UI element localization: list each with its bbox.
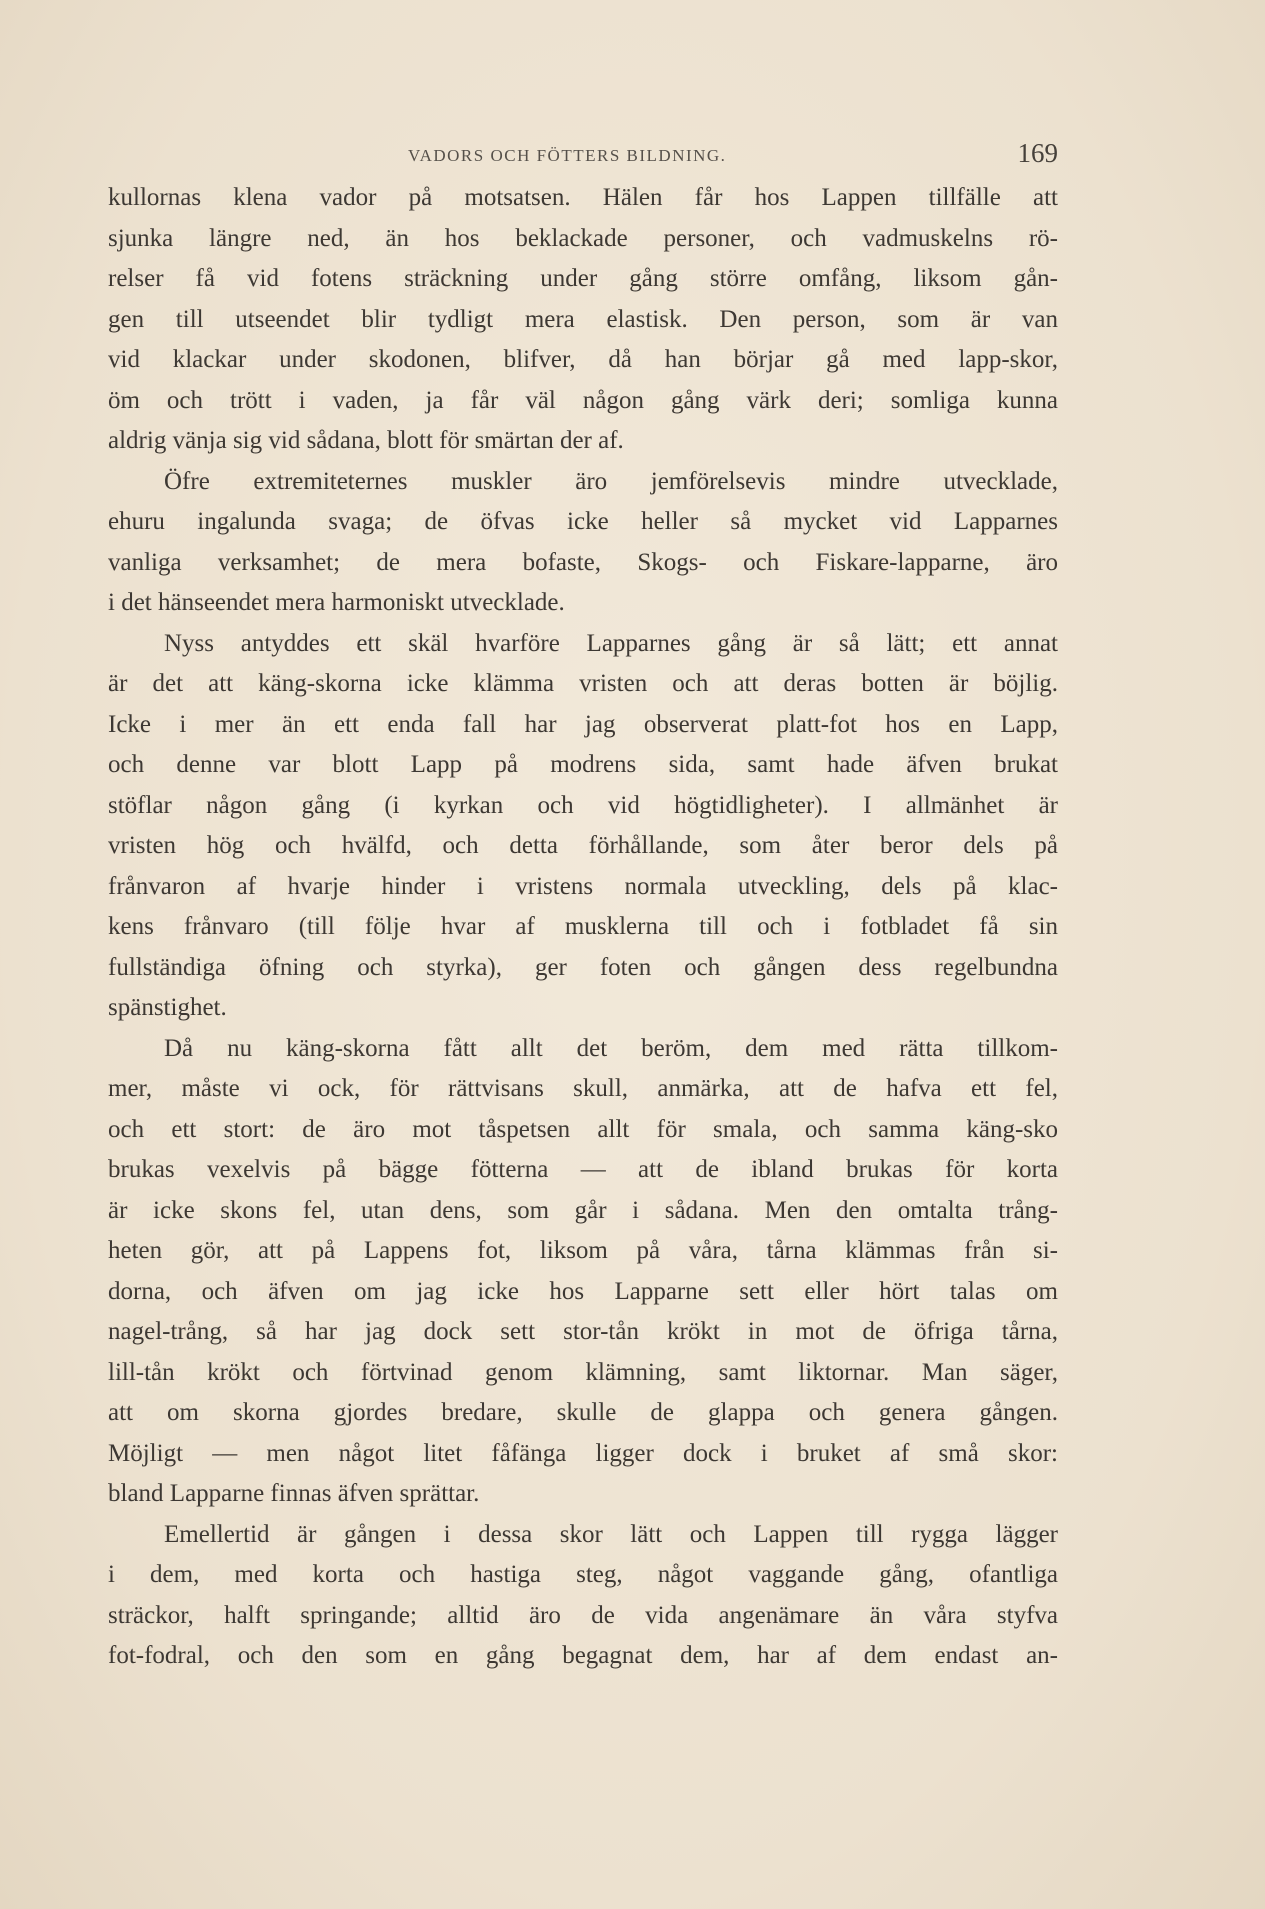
- text-line: är icke skons fel, utan dens, som går i sådana. Men den omtalta trång-: [108, 1196, 1058, 1224]
- text-line: vristen hög och hvälfd, och detta förhållande, som åter beror dels på: [108, 832, 1058, 859]
- text-line: spänstighet.: [108, 994, 227, 1021]
- text-line: ehuru ingalunda svaga; de öfvas icke heller så mycket vid Lapparnes: [108, 508, 1058, 535]
- text-line: stöflar någon gång (i kyrkan och vid högtidligheter). I allmänhet är: [108, 791, 1058, 819]
- text-line: Möjligt — men något litet fåfänga ligger dock i bruket af små skor:: [108, 1439, 1058, 1467]
- page-header: [108, 138, 1058, 178]
- text-line: frånvaron af hvarje hinder i vristens normala utveckling, dels på klac-: [108, 872, 1058, 900]
- text-line: Öfre extremiteternes muskler äro jemförelsevis mindre utvecklade,: [164, 467, 1058, 495]
- page-number: 169: [1017, 138, 1058, 168]
- text-line: och ett stort: de äro mot tåspetsen allt för smala, och samma käng-sko: [108, 1115, 1058, 1143]
- text-line: bland Lapparne finnas äfven sprättar.: [108, 1480, 480, 1507]
- text-line: är det att käng-skorna icke klämma vristen och att deras botten är böjlig.: [108, 670, 1058, 697]
- body-text: [108, 178, 1058, 1677]
- running-head: VADORS OCH FÖTTERS BILDNING.: [408, 146, 727, 165]
- text-line: relser få vid fotens sträckning under gång större omfång, liksom gån-: [108, 265, 1058, 292]
- text-line: gen till utseendet blir tydligt mera elastisk. Den person, som är van: [108, 305, 1058, 333]
- text-line: heten gör, att på Lappens fot, liksom på våra, tårna klämmas från si-: [108, 1237, 1058, 1264]
- text-line: mer, måste vi ock, för rättvisans skull, anmärka, att de hafva ett fel,: [108, 1075, 1058, 1102]
- text-line: aldrig vänja sig vid sådana, blott för smärtan der af.: [108, 427, 624, 454]
- text-line: Icke i mer än ett enda fall har jag observerat platt-fot hos en Lapp,: [108, 710, 1058, 738]
- text-line: kens frånvaro (till följe hvar af musklerna till och i fotbladet få sin: [108, 913, 1058, 940]
- text-line: brukas vexelvis på bägge fötterna — att de ibland brukas för korta: [108, 1156, 1058, 1183]
- text-line: sträckor, halft springande; alltid äro de vida angenämare än våra styfva: [108, 1601, 1058, 1629]
- text-line: att om skorna gjordes bredare, skulle de glappa och genera gången.: [108, 1399, 1058, 1426]
- text-line: och denne var blott Lapp på modrens sida, samt hade äfven brukat: [108, 751, 1058, 778]
- text-line: Då nu käng-skorna fått allt det beröm, dem med rätta tillkom-: [164, 1034, 1058, 1062]
- text-line: lill-tån krökt och förtvinad genom klämning, samt liktornar. Man säger,: [108, 1358, 1058, 1386]
- text-line: Emellertid är gången i dessa skor lätt och Lappen till rygga lägger: [164, 1520, 1058, 1548]
- text-line: nagel-trång, så har jag dock sett stor-tån krökt in mot de öfriga tårna,: [108, 1318, 1058, 1345]
- text-line: öm och trött i vaden, ja får väl någon gång värk deri; somliga kunna: [108, 386, 1058, 414]
- text-line: dorna, och äfven om jag icke hos Lapparne sett eller hört talas om: [108, 1277, 1058, 1305]
- text-line: fullständiga öfning och styrka), ger foten och gången dess regelbundna: [108, 953, 1058, 981]
- text-line: vid klackar under skodonen, blifver, då han börjar gå med lapp-skor,: [108, 346, 1058, 373]
- text-line: fot-fodral, och den som en gång begagnat dem, har af dem endast an-: [108, 1642, 1058, 1669]
- text-line: Nyss antyddes ett skäl hvarföre Lapparnes gång är så lätt; ett annat: [164, 629, 1058, 657]
- text-line: i dem, med korta och hastiga steg, något vaggande gång, ofantliga: [108, 1561, 1058, 1588]
- text-line: sjunka längre ned, än hos beklackade personer, och vadmuskelns rö-: [108, 224, 1058, 252]
- text-line: i det hänseendet mera harmoniskt utvecklade.: [108, 589, 565, 616]
- text-line: vanliga verksamhet; de mera bofaste, Skogs- och Fiskare-lapparne, äro: [108, 548, 1058, 576]
- text-line: kullornas klena vador på motsatsen. Hälen får hos Lappen tillfälle att: [108, 184, 1058, 211]
